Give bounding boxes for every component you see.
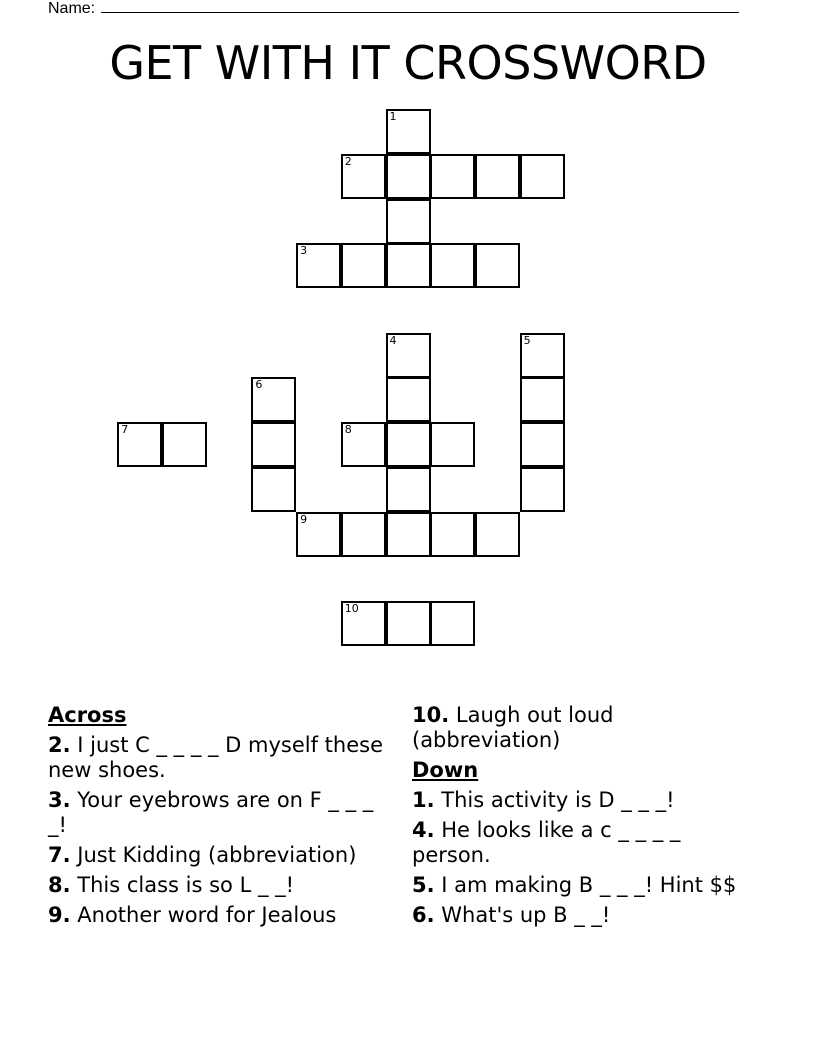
grid-cell[interactable] [386, 199, 431, 244]
grid-cell[interactable] [386, 601, 431, 646]
clue-number: 10 [344, 601, 359, 615]
across-clue-list [48, 733, 388, 928]
clue-text: What's up B _ _! [434, 903, 611, 927]
grid-cell[interactable] [430, 422, 475, 467]
down-clue-list [412, 788, 757, 928]
grid-cell[interactable] [430, 512, 475, 557]
clue-text: Your eyebrows are on F _ _ _ _! [48, 788, 374, 837]
grid-cell[interactable] [341, 243, 386, 288]
grid-cell[interactable] [341, 422, 386, 467]
across-clue-list-continued [412, 703, 757, 753]
grid-cell[interactable] [386, 512, 431, 557]
clue-item [48, 903, 388, 928]
clue-item [412, 703, 757, 753]
clue-number: 3. [48, 788, 71, 812]
clue-number: 2. [48, 733, 71, 757]
grid-cell[interactable] [430, 243, 475, 288]
grid-cell[interactable] [386, 243, 431, 288]
clue-number: 8. [48, 873, 71, 897]
grid-cell[interactable] [251, 377, 296, 422]
clue-number: 3 [300, 244, 308, 258]
down-heading: Down [412, 758, 479, 782]
clue-number: 2 [344, 154, 352, 168]
clue-text: This class is so L _ _! [70, 873, 295, 897]
grid-cell[interactable] [520, 154, 565, 199]
clue-number: 9 [300, 512, 308, 526]
clue-item [412, 818, 757, 868]
clue-number: 8 [344, 423, 352, 437]
clue-number: 6 [255, 378, 263, 392]
clue-text: I just C _ _ _ _ D myself these new shoes. [48, 733, 383, 782]
grid-cell[interactable] [341, 512, 386, 557]
clues-right-column [412, 703, 757, 933]
grid-cell[interactable] [520, 467, 565, 512]
clue-number: 5. [412, 873, 435, 897]
clue-number: 1. [412, 788, 435, 812]
clue-text: Laugh out loud (abbreviation) [412, 703, 614, 752]
grid-cell[interactable] [251, 422, 296, 467]
clue-item [412, 903, 757, 928]
clue-text: Another word for Jealous [70, 903, 337, 927]
clue-text: He looks like a c _ _ _ _ person. [412, 818, 681, 867]
grid-cell[interactable] [386, 154, 431, 199]
grid-cell[interactable] [430, 154, 475, 199]
grid-cell[interactable] [162, 422, 207, 467]
grid-cell[interactable] [251, 467, 296, 512]
clue-item [48, 733, 388, 783]
clue-item [48, 873, 388, 898]
clue-number: 7 [121, 423, 129, 437]
clue-number: 7. [48, 843, 71, 867]
grid-cell[interactable] [520, 377, 565, 422]
grid-cell[interactable] [296, 512, 341, 557]
grid-cell[interactable] [386, 109, 431, 154]
clue-number: 10. [412, 703, 450, 727]
clue-number: 4. [412, 818, 435, 842]
grid-cell[interactable] [430, 601, 475, 646]
clue-number: 1 [389, 110, 397, 124]
name-label: Name: [48, 0, 96, 17]
clues-left-column [48, 703, 388, 933]
grid-cell[interactable] [341, 601, 386, 646]
clue-number: 9. [48, 903, 71, 927]
grid-cell[interactable] [386, 467, 431, 512]
grid-cell[interactable] [475, 243, 520, 288]
grid-cell[interactable] [341, 154, 386, 199]
across-heading: Across [48, 703, 127, 727]
clue-text: This activity is D _ _ _! [434, 788, 675, 812]
grid-cell[interactable] [475, 512, 520, 557]
grid-cell[interactable] [117, 422, 162, 467]
clue-item [412, 788, 757, 813]
grid-cell[interactable] [386, 333, 431, 378]
grid-cell[interactable] [296, 243, 341, 288]
clue-number: 6. [412, 903, 435, 927]
grid-cell[interactable] [386, 377, 431, 422]
grid-cell[interactable] [386, 422, 431, 467]
page-title: GET WITH IT CROSSWORD [109, 36, 707, 90]
clue-number: 5 [523, 333, 531, 347]
clue-item [48, 788, 388, 838]
grid-cell[interactable] [475, 154, 520, 199]
clue-text: I am making B _ _ _! Hint $$ [434, 873, 737, 897]
grid-cell[interactable] [520, 422, 565, 467]
clue-item [48, 843, 388, 868]
clue-number: 4 [389, 333, 397, 347]
clue-text: Just Kidding (abbreviation) [70, 843, 357, 867]
clue-item [412, 873, 757, 898]
grid-cell[interactable] [520, 333, 565, 378]
